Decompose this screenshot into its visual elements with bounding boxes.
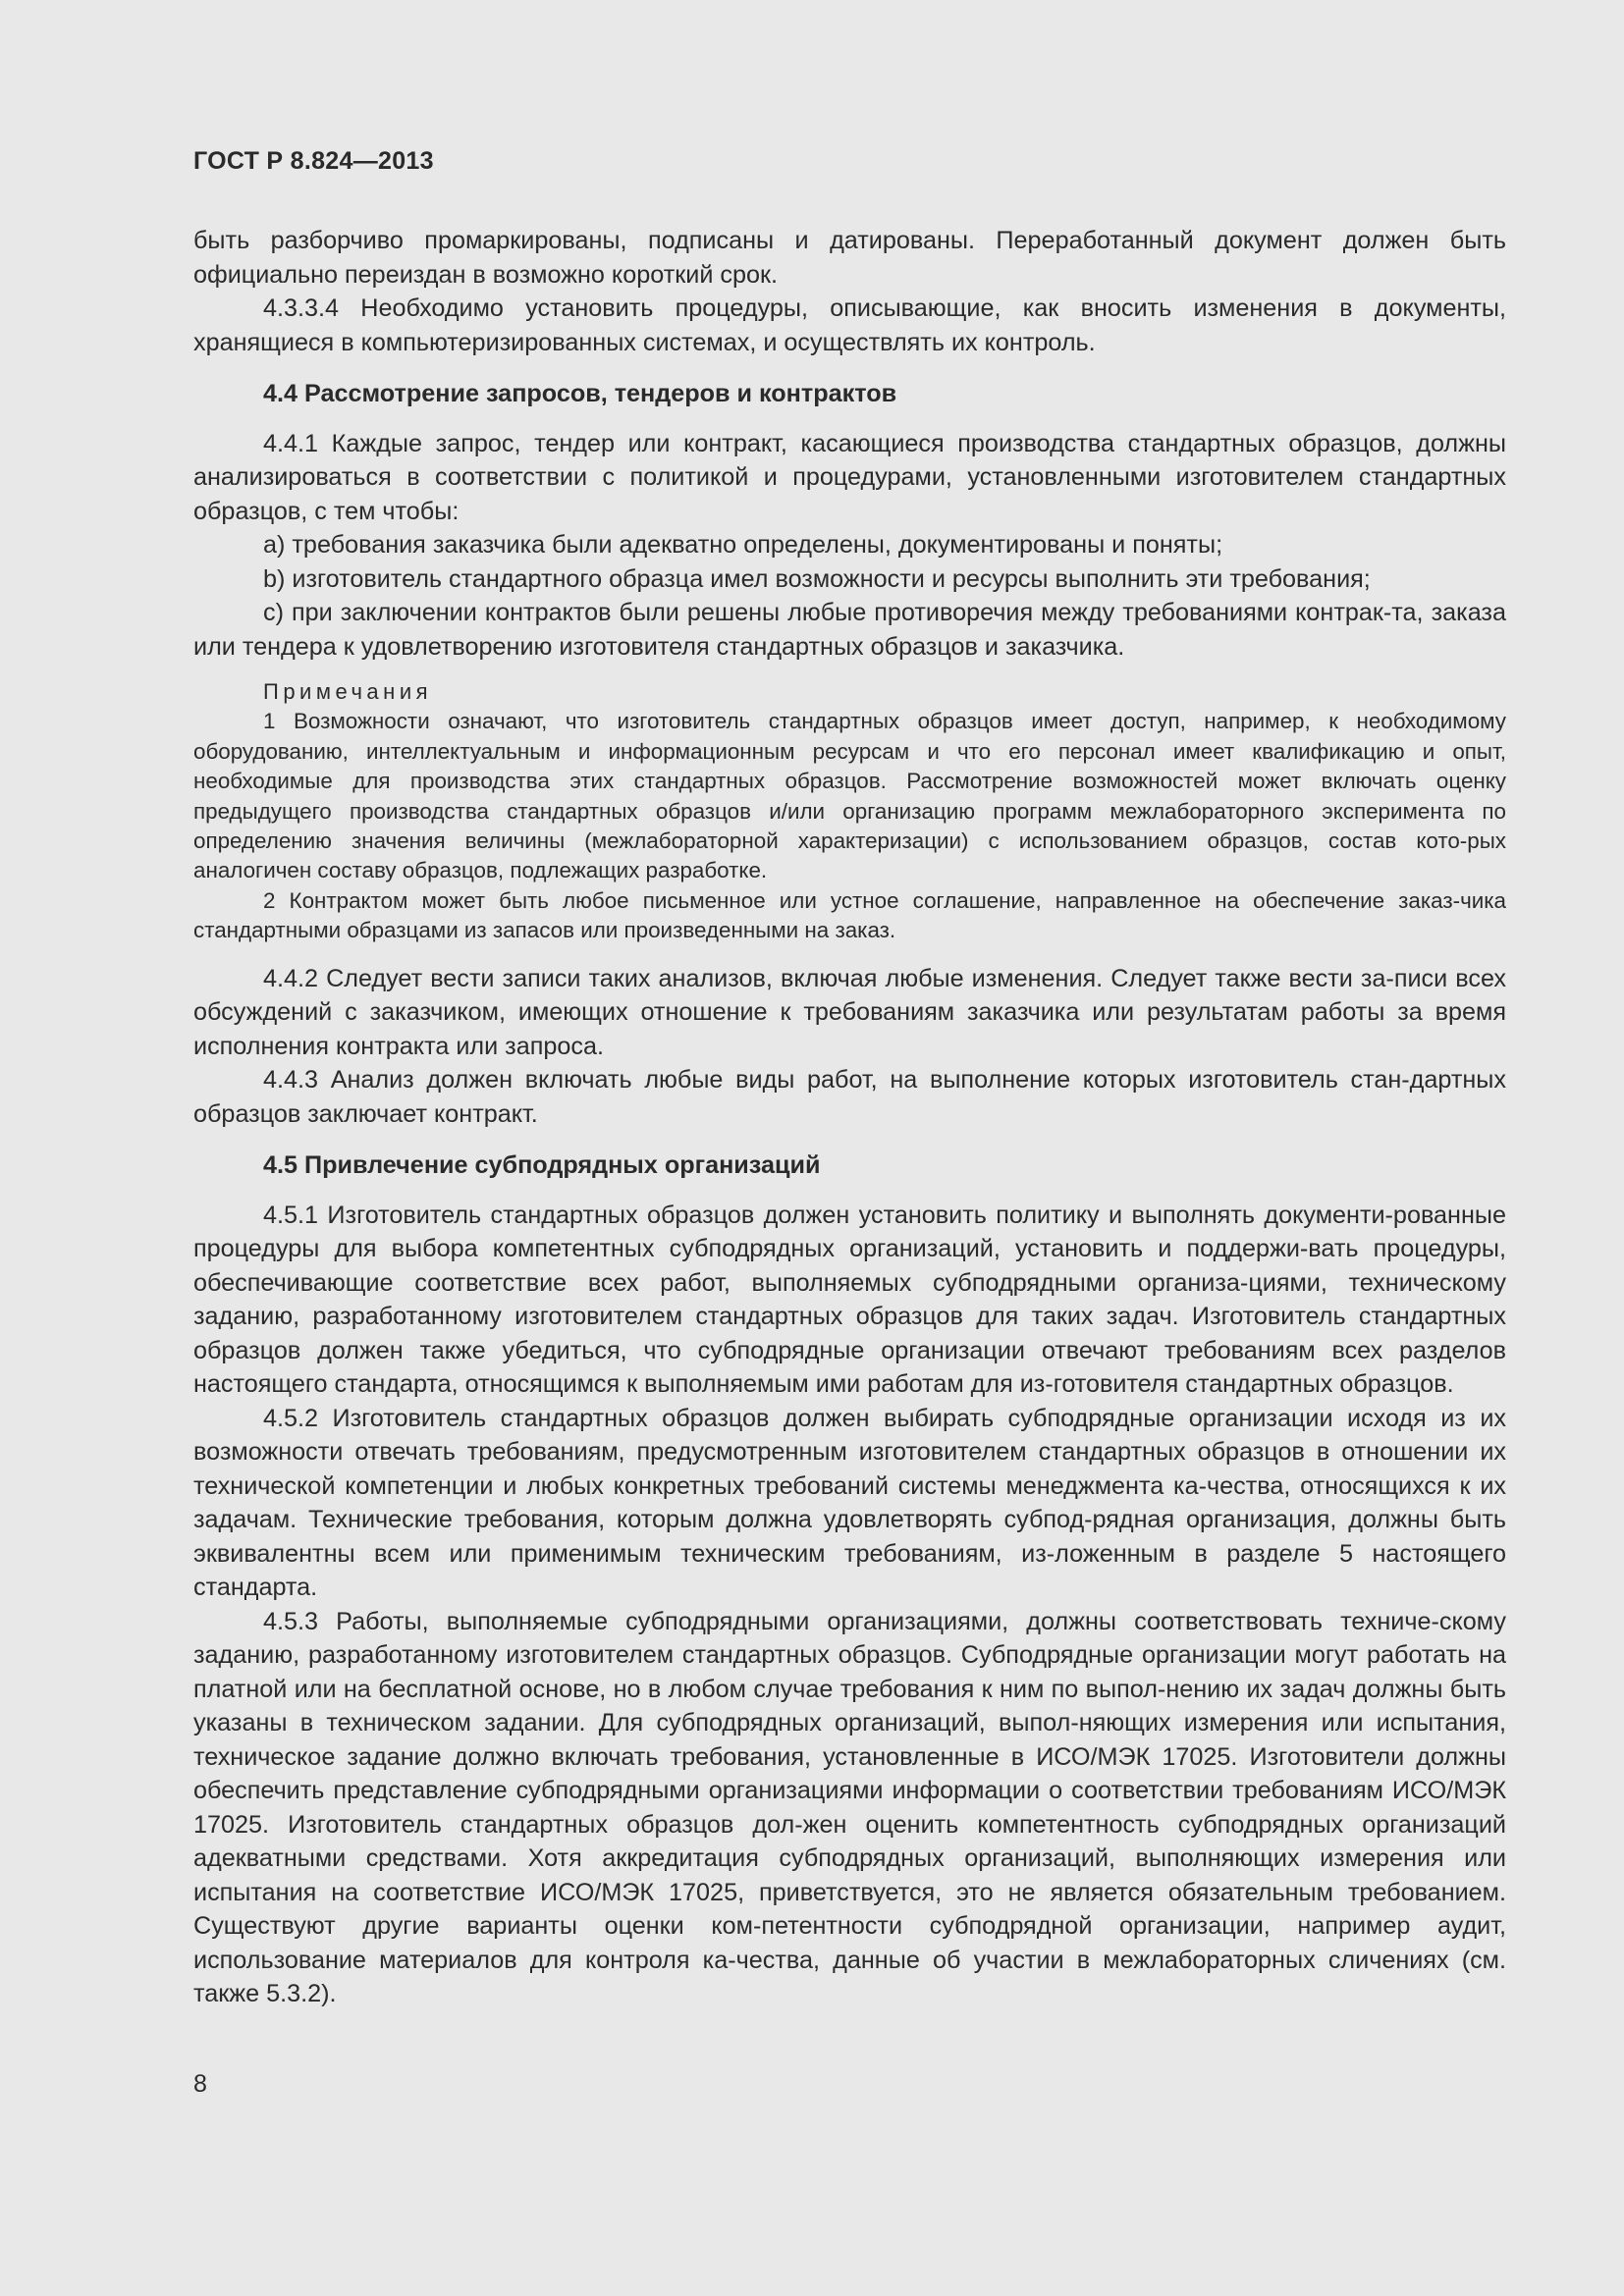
page-body <box>193 224 1506 2011</box>
section-heading-4-5: 4.5 Привлечение субподрядных организаций <box>263 1151 821 1180</box>
note-2: 2 Контрактом может быть любое письменное или устное соглашение, направленное на обеспечение заказ-чика стандартными образцами из запасов или произведенными на заказ. <box>193 887 1506 943</box>
document-header: ГОСТ Р 8.824—2013 <box>193 147 434 175</box>
note-1: 1 Возможности означают, что изготовитель стандартных образцов имеет доступ, например, к необходимому оборудованию, интеллектуальным и информационным ресурсам и что его персонал имеет квалификацию и опыт, необходимые для производства этих стандартных образцов. Рассмотрение возможностей может включать оценку предыдущего производства стандартных образцов и/или организацию программ межлабораторного эксперимента по определению значения величины (межлабораторной характеризации) с использованием образцов, состав кото-рых аналогичен составу образцов, подлежащих разработке. <box>193 709 1506 883</box>
notes-block <box>193 677 1506 946</box>
paragraph-4-3-3-4: 4.3.3.4 Необходимо установить процедуры, описывающие, как вносить изменения в документы, хранящиеся в компьютеризированных системах, и осуществлять их контроль. <box>193 294 1506 356</box>
list-item-a: a) требования заказчика были адекватно определены, документированы и поняты; <box>263 531 1223 559</box>
paragraph-4-4-3: 4.4.3 Анализ должен включать любые виды работ, на выполнение которых изготовитель стан-дартных образцов заключает контракт. <box>193 1066 1506 1128</box>
page-number: 8 <box>193 2070 207 2098</box>
paragraph-4-4-2: 4.4.2 Следует вести записи таких анализов, включая любые изменения. Следует также вести за-писи всех обсуждений с заказчиком, имеющих отношение к требованиям заказчика или результатам работы за время исполнения контракта или запроса. <box>193 964 1506 1060</box>
section-heading-4-4: 4.4 Рассмотрение запросов, тендеров и контрактов <box>263 380 897 407</box>
notes-title: Примечания <box>263 679 433 704</box>
list-item-b: b) изготовитель стандартного образца имел возможности и ресурсы выполнить эти требования; <box>263 564 1371 593</box>
paragraph-4-5-2: 4.5.2 Изготовитель стандартных образцов должен выбирать субподрядные организации исходя из их возможности отвечать требованиям, предусмотренным изготовителем стандартных образцов в отношении их технической компетенции и любых конкретных требований системы менеджмента ка-чества, относящихся к их задачам. Технические требования, которым должна удовлетворять субпод-рядная организация, должны быть эквивалентны всем или применимым техническим требованиям, из-ложенным в разделе 5 настоящего стандарта. <box>193 1404 1506 1602</box>
paragraph-4-5-3: 4.5.3 Работы, выполняемые субподрядными организациями, должны соответствовать техниче-скому заданию, разработанному изготовителем стандартных образцов. Субподрядные организации могут работать на платной или на бесплатной основе, но в любом случае требования к ним по выпол-нению их задач должны быть указаны в техническом задании. Для субподрядных организаций, выпол-няющих измерения или испытания, техническое задание должно включать требования, установленные в ИСО/МЭК 17025. Изготовители должны обеспечить представление субподрядными организациями информации о соответствии требованиям ИСО/МЭК 17025. Изготовитель стандартных образцов дол-жен оценить компетентность субподрядных организаций адекватными средствами. Хотя аккредитация субподрядных организаций, выполняющих измерения или испытания на соответствие ИСО/МЭК 17025, приветствуется, это не является обязательным требованием. Существуют другие варианты оценки ком-петентности субподрядной организации, например аудит, использование материалов для контроля ка-чества, данные об участии в межлабораторных сличениях (см. также 5.3.2). <box>193 1607 1506 2008</box>
list-item-c: c) при заключении контрактов были решены любые противоречия между требованиями контрак-та, заказа или тендера к удовлетворению изготовителя стандартных образцов и заказчика. <box>193 599 1506 661</box>
paragraph-4-4-1: 4.4.1 Каждые запрос, тендер или контракт, касающиеся производства стандартных образцов, должны анализироваться в соответствии с политикой и процедурами, установленными изготовителем стандартных образцов, с тем чтобы: <box>193 429 1506 525</box>
paragraph-continued: быть разборчиво промаркированы, подписаны и датированы. Переработанный документ должен быть официально переиздан в возможно короткий срок. <box>193 227 1506 289</box>
paragraph-4-5-1: 4.5.1 Изготовитель стандартных образцов должен установить политику и выполнять документи-рованные процедуры для выбора компетентных субподрядных организаций, установить и поддержи-вать процедуры, обеспечивающие соответствие всех работ, выполняемых субподрядными организа-циями, техническому заданию, разработанному изготовителем стандартных образцов для таких задач. Изготовитель стандартных образцов должен также убедиться, что субподрядные организации отвечают требованиям всех разделов настоящего стандарта, относящимся к выполняемым ими работам для из-готовителя стандартных образцов. <box>193 1201 1506 1399</box>
